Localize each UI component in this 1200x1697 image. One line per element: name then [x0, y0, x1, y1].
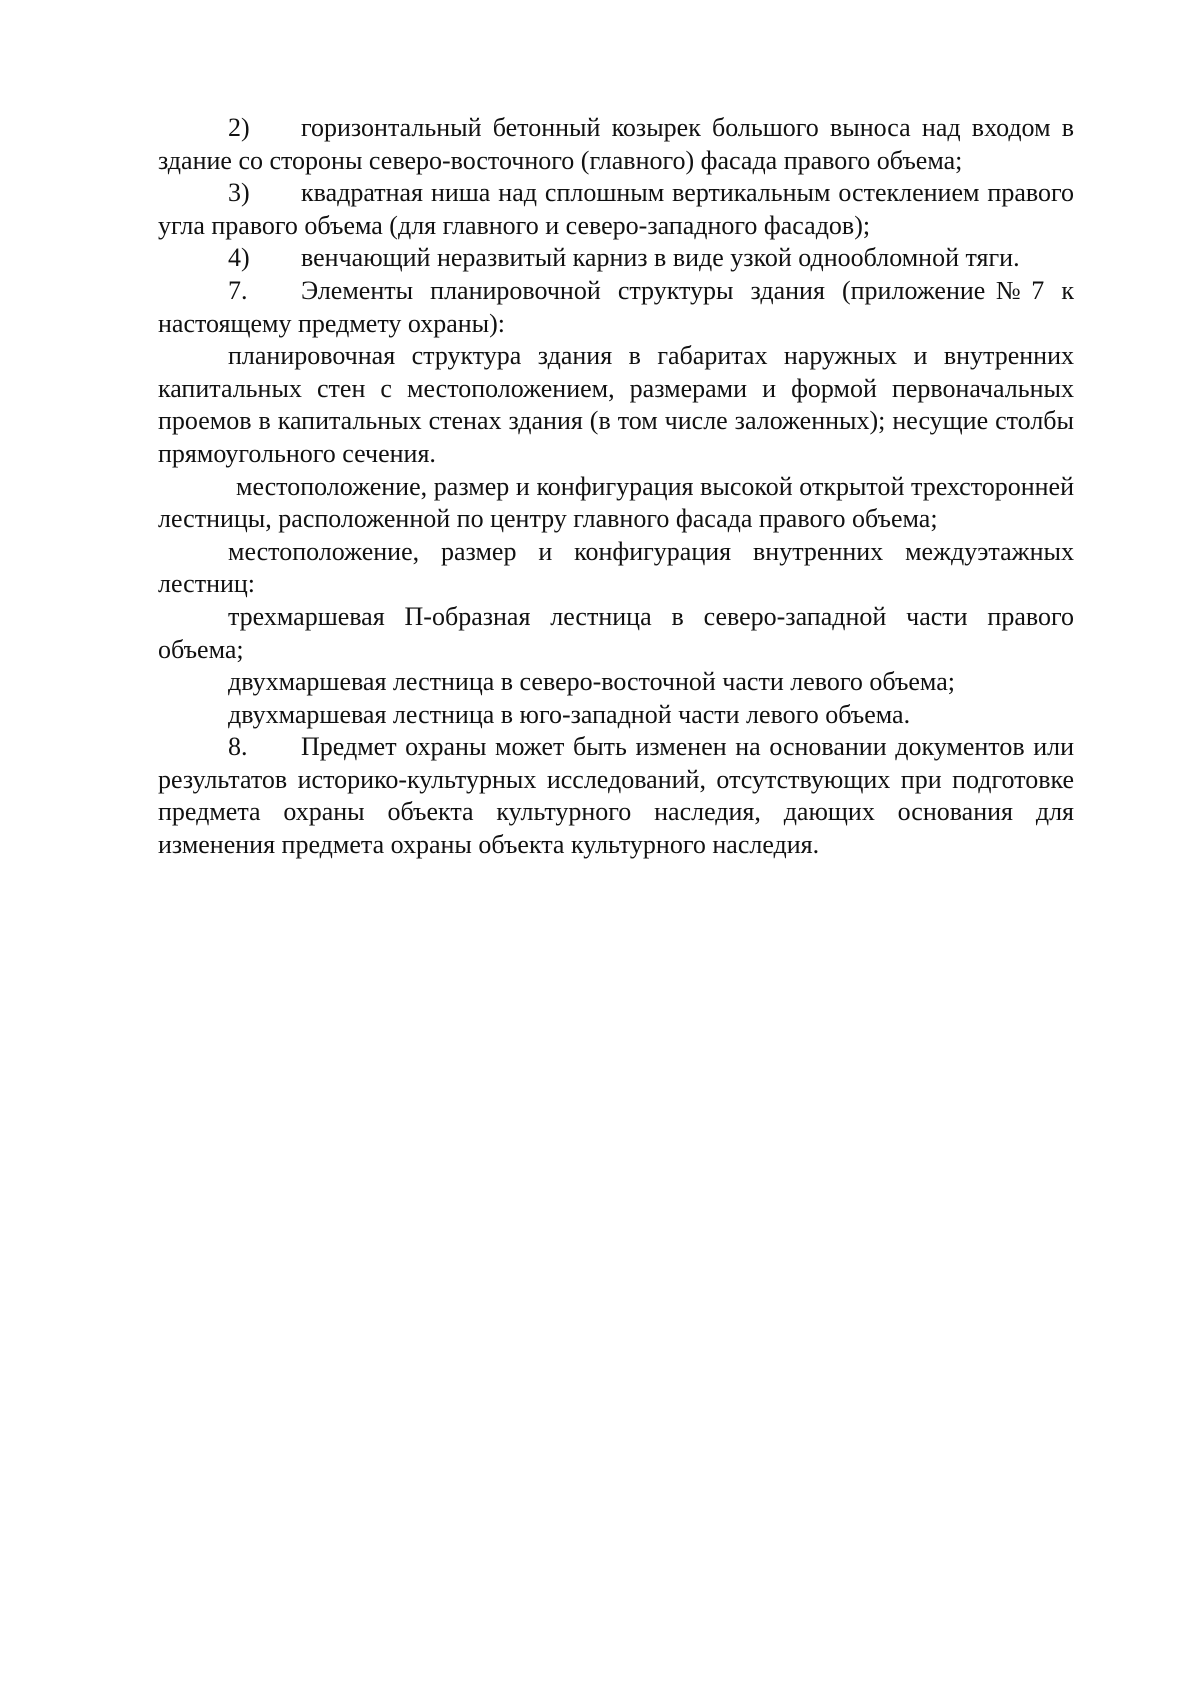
list-marker: 3) [228, 178, 250, 208]
list-item-3 [158, 177, 1074, 242]
paragraph-interior-staircases: местоположение, размер и конфигурация внутренних междуэтажных лестниц: [158, 536, 1074, 599]
section-number: 7. [228, 275, 248, 305]
paragraph-text: Элементы планировочной структуры здания (приложение№7 к настоящему предмету охраны): [158, 275, 1074, 338]
paragraph-text: венчающий неразвитый карниз в виде узкой однообломной тяги. [301, 243, 1020, 273]
paragraph-text: квадратная ниша над сплошным вертикальным остеклением правого угла правого объема (для главного и северо-западного фасадов); [158, 178, 1074, 240]
list-item-2 [158, 112, 1074, 177]
section-8 [158, 731, 1074, 861]
list-marker: 4) [228, 243, 250, 273]
paragraph-exterior-staircase: местоположение, размер и конфигурация высокой открытой трехсторонней лестницы, расположенной по центру главного фасада правого объема; [158, 471, 1074, 534]
paragraph-staircase-southwest: двухмаршевая лестница в юго-западной части левого объема. [228, 699, 911, 729]
paragraph-staircase-p-shaped: трехмаршевая П-образная лестница в северо-западной части правого объема; [158, 601, 1074, 664]
paragraph-text: Предмет охраны может быть изменен на основании документов или результатов историко-культурных исследований, отсутствующих при подготовке предмета охраны объекта культурного наследия, дающих основания для изменения предмета охраны объекта культурного наследия. [158, 732, 1074, 860]
paragraph-text: горизонтальный бетонный козырек большого выноса над входом в здание со стороны северо-восточного (главного) фасада правого объема; [158, 113, 1074, 175]
list-marker: 2) [228, 113, 250, 142]
section-number: 8. [228, 732, 248, 762]
paragraph-staircase-northeast: двухмаршевая лестница в северо-восточной части левого объема; [228, 667, 955, 697]
document-page [158, 112, 1074, 862]
paragraph-planning-structure: планировочная структура здания в габаритах наружных и внутренних капитальных стен с местоположением, размерами и формой первоначальных проемов в капитальных стенах здания (в том числе заложенных); несущие столбы прямоугольного сечения. [158, 341, 1074, 468]
list-item-4 [158, 242, 1074, 275]
section-7 [158, 275, 1074, 340]
